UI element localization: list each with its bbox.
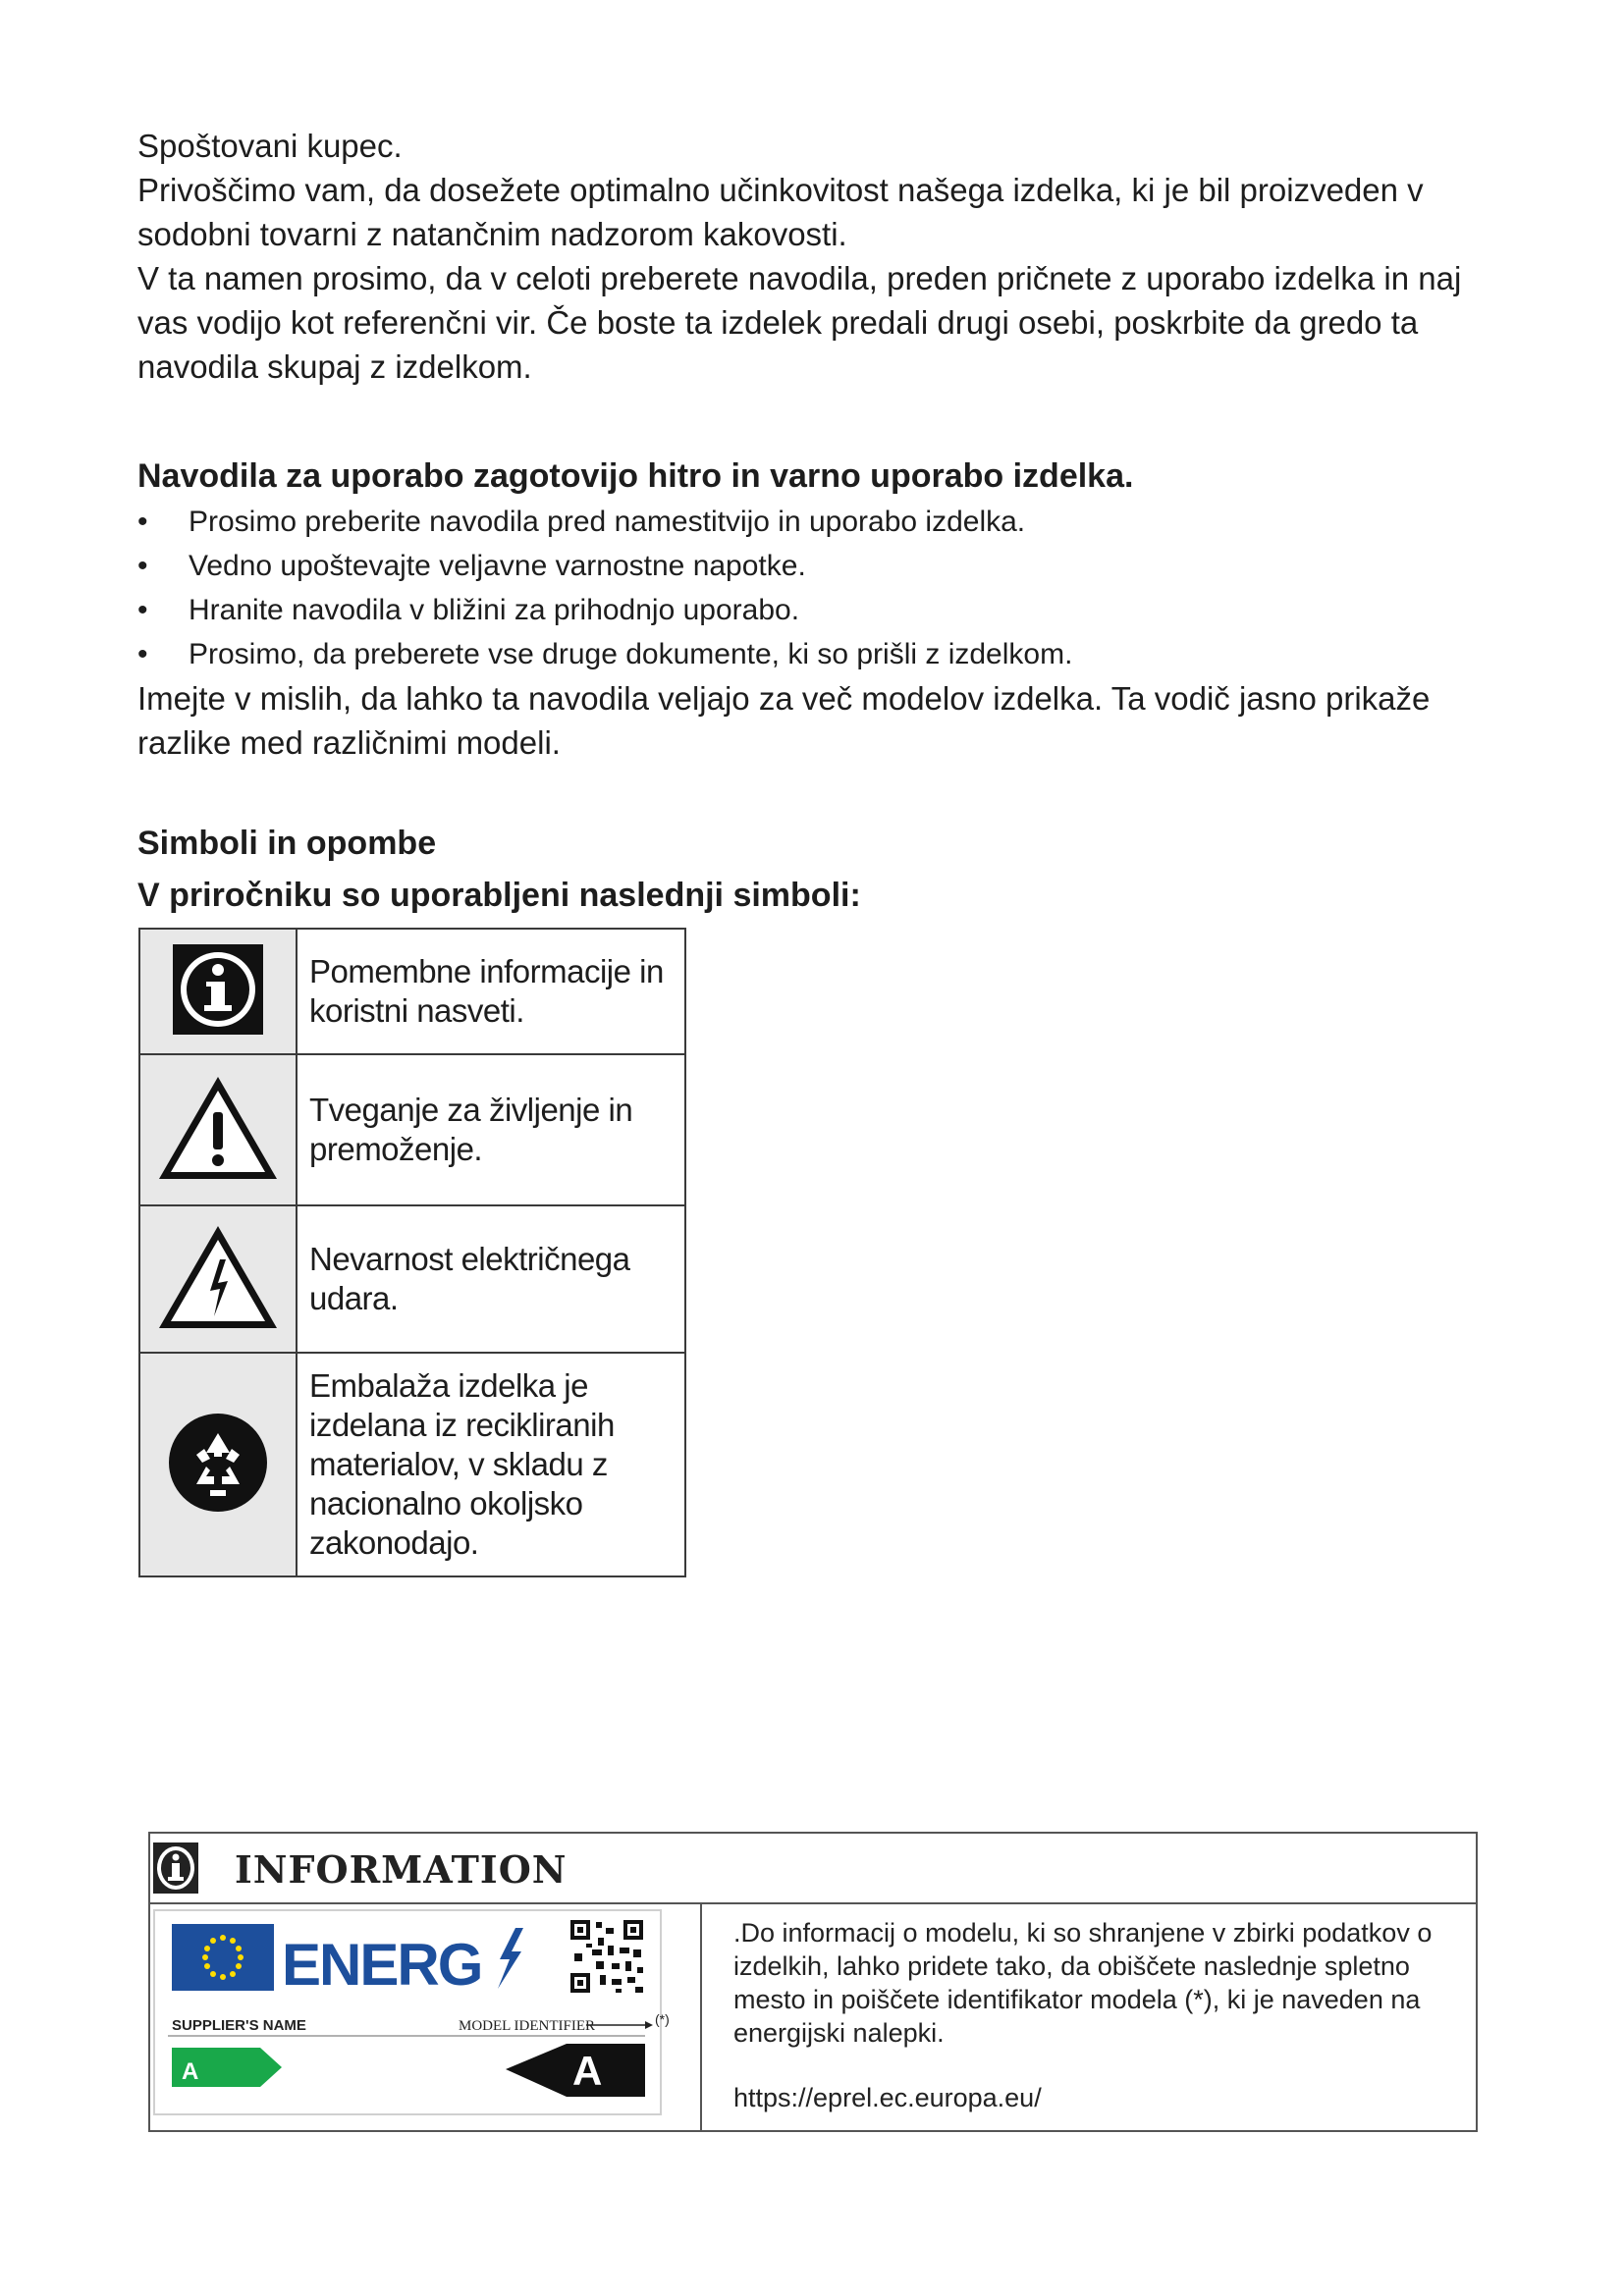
bullet-icon: •	[137, 506, 148, 538]
model-identifier: MODEL IDENTIFIER	[459, 2018, 596, 2034]
symbols-table	[138, 928, 686, 1577]
info-icon	[152, 1842, 199, 1895]
information-title: INFORMATION	[235, 1847, 568, 1892]
symbol-text: Pomembne informacije in koristni nasveti.	[297, 929, 685, 1054]
warning-icon-cell	[139, 1054, 297, 1205]
intro-section	[137, 124, 1492, 389]
supplier-name: SUPPLIER'S NAME	[172, 2017, 306, 2034]
energy-label-panel	[150, 1904, 702, 2130]
table-row	[139, 1353, 685, 1576]
greeting: Spoštovani kupec.	[137, 128, 403, 164]
energy-class-big: A	[572, 2048, 603, 2094]
table-row	[139, 929, 685, 1054]
list-item: • Vedno upoštevajte veljavne varnostne napotke.	[137, 544, 1492, 588]
symbols-heading-block	[137, 825, 861, 929]
energy-brand: ENERG	[282, 1932, 482, 1998]
table-row	[139, 1205, 685, 1353]
models-note: Imejte v mislih, da lahko ta navodila veljajo za več modelov izdelka. Ta vodič jasno prikaže razlike med različnimi modeli.	[137, 680, 1431, 761]
guide-heading: Navodila za uporabo zagotovijo hitro in varno uporabo izdelka.	[137, 457, 1134, 495]
guide-list	[137, 500, 1492, 676]
information-box	[148, 1832, 1478, 2132]
bullet-icon: •	[137, 594, 148, 626]
symbol-text: Nevarnost električnega udara.	[297, 1205, 685, 1353]
recycle-icon	[167, 1412, 269, 1514]
information-text-panel	[733, 1916, 1460, 2114]
electric-shock-icon-cell	[139, 1205, 297, 1353]
info-icon-cell	[139, 929, 297, 1054]
symbol-text: Embalaža izdelka je izdelana iz recikliranih materialov, v skladu z nacionalno okoljsko zakonodajo.	[297, 1353, 685, 1576]
bullet-icon: •	[137, 550, 148, 582]
eprel-link[interactable]: https://eprel.ec.europa.eu/	[733, 2083, 1042, 2112]
intro-paragraph-2: V ta namen prosimo, da v celoti preberete navodila, preden pričnete z uporabo izdelka in naj vas vodijo kot referenčni vir. Če boste ta izdelek predali drugi osebi, poskrbite da gredo ta navodila skupaj z izdelkom.	[137, 260, 1462, 385]
asterisk-mark: (*)	[655, 2011, 670, 2027]
list-item: • Prosimo, da preberete vse druge dokumente, ki so prišli z izdelkom.	[137, 632, 1492, 676]
intro-paragraph-1: Privoščimo vam, da dosežete optimalno učinkovitost našega izdelka, ki je bil proizveden v sodobni tovarni z natančnim nadzorom kakovosti.	[137, 172, 1424, 252]
bullet-icon: •	[137, 638, 148, 670]
electric-shock-icon	[155, 1222, 281, 1332]
qr-code-icon	[570, 1920, 643, 1993]
information-header	[150, 1834, 1476, 1904]
energy-label	[154, 1910, 670, 2120]
symbols-subheading: V priročniku so uporabljeni naslednji simboli:	[137, 877, 861, 914]
recycle-icon-cell	[139, 1353, 297, 1576]
symbols-heading: Simboli in opombe	[137, 825, 437, 862]
guide-section	[137, 457, 1492, 765]
information-text: .Do informacij o modelu, ki so shranjene v zbirki podatkov o izdelkih, lahko pridete tako, da obiščete naslednje spletno mesto in poiščete identifikator modela (*), ki je naveden na energijski nalepki.	[733, 1918, 1433, 2048]
warning-icon	[155, 1073, 281, 1183]
eu-flag-icon	[172, 1924, 274, 1991]
info-icon	[171, 942, 265, 1037]
list-item: • Hranite navodila v bližini za prihodnjo uporabo.	[137, 588, 1492, 632]
list-item: • Prosimo preberite navodila pred namestitvijo in uporabo izdelka.	[137, 500, 1492, 544]
symbol-text: Tveganje za življenje in premoženje.	[297, 1054, 685, 1205]
table-row	[139, 1054, 685, 1205]
energy-class-small: A	[182, 2058, 199, 2085]
